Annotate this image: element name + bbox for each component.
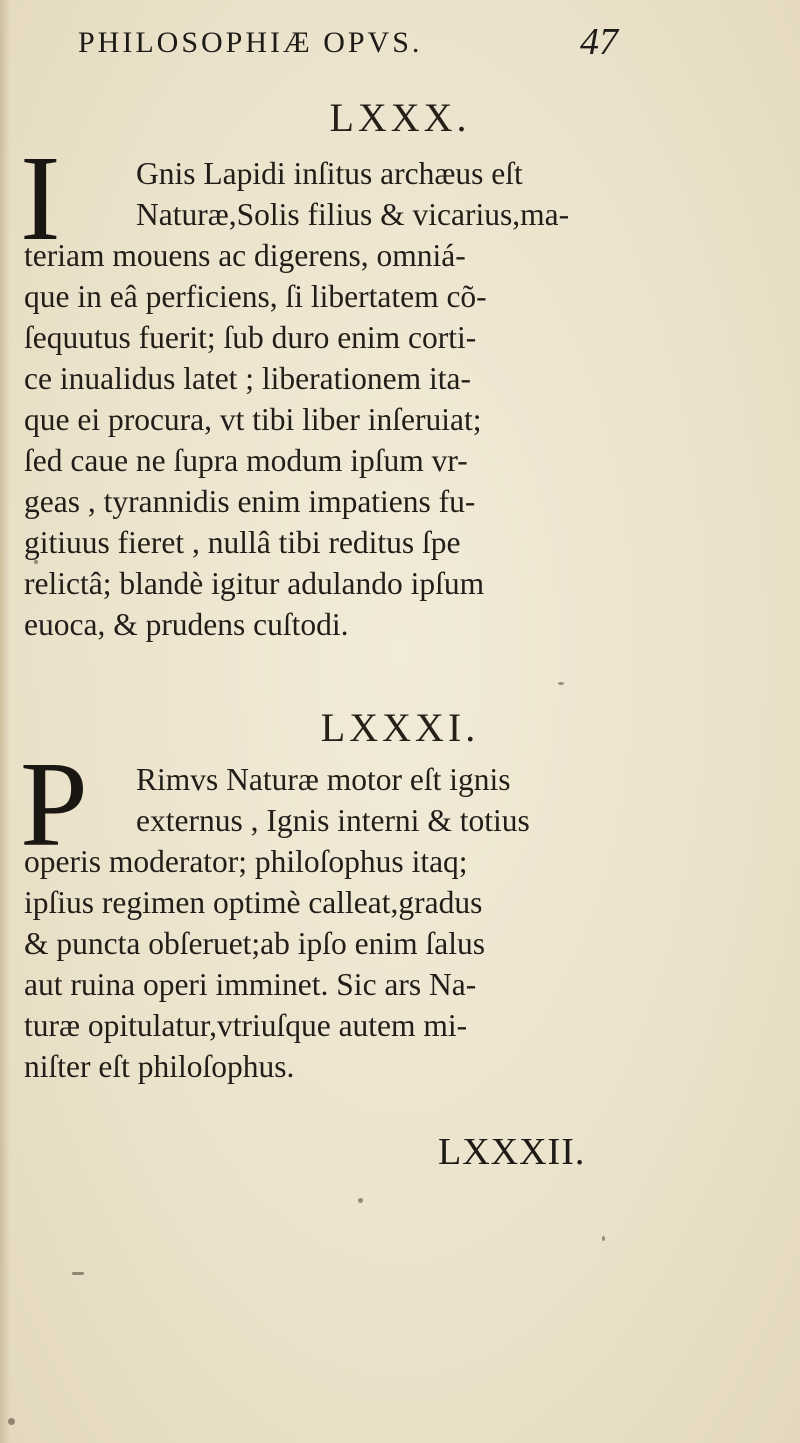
paper-speck [602,1236,605,1241]
text-line: niſter eſt philoſophus. [24,1049,295,1084]
dropcap-i: I [20,131,61,266]
text-line: aut ruina operi imminet. Sic ars Na- [24,967,477,1002]
section-heading-lxxx: LXXX. [329,95,471,140]
text-line: euoca, & prudens cuſtodi. [24,607,349,642]
text-line: teriam mouens ac digerens, omniá- [24,238,466,273]
paper-speck [358,1198,363,1203]
catchword: LXXXII. [438,1131,586,1173]
text-line: Naturæ,Solis filius & vicarius,ma- [136,197,570,232]
page-number: 47 [580,21,618,63]
paper-speck [8,1418,15,1425]
text-line: gitiuus fieret , nullâ tibi reditus ſpe [24,525,461,560]
paragraph-lxxxi [24,762,624,1122]
text-line: relictâ; blandè igitur adulando ipſum [24,566,485,601]
text-line: operis moderator; philoſophus itaq; [24,844,468,879]
text-line: turæ opitulatur,vtriuſque autem mi- [24,1008,468,1043]
text-line: Gnis Lapidi inſitus archæus eſt [136,156,523,191]
text-line: ſed caue ne ſupra modum ipſum vr- [24,443,468,478]
running-head [78,20,638,70]
text-line: ce inualidus latet ; liberationem ita- [24,361,471,396]
running-head-title: PHILOSOPHIÆ OPVS. [78,26,423,59]
section-heading-lxxxi: LXXXI. [320,705,480,750]
text-line: que in eâ perficiens, ſi libertatem cõ- [24,279,487,314]
paper-speck [34,560,38,564]
text-line: & puncta obſeruet;ab ipſo enim ſalus [24,926,486,961]
text-line: ſequutus fuerit; ſub duro enim corti- [24,320,477,355]
text-line: ipſius regimen optimè calleat,gradus [24,885,483,920]
text-line: Rimvs Naturæ motor eſt ignis [136,762,511,797]
paper-speck [558,682,564,685]
text-line: que ei procura, vt tibi liber inſeruiat; [24,402,482,437]
text-line: externus , Ignis interni & totius [136,803,530,838]
paragraph-lxxx [24,156,624,676]
text-line: geas , tyrannidis enim impatiens fu- [24,484,476,519]
paper-speck [72,1272,84,1275]
dropcap-p: P [20,737,88,872]
